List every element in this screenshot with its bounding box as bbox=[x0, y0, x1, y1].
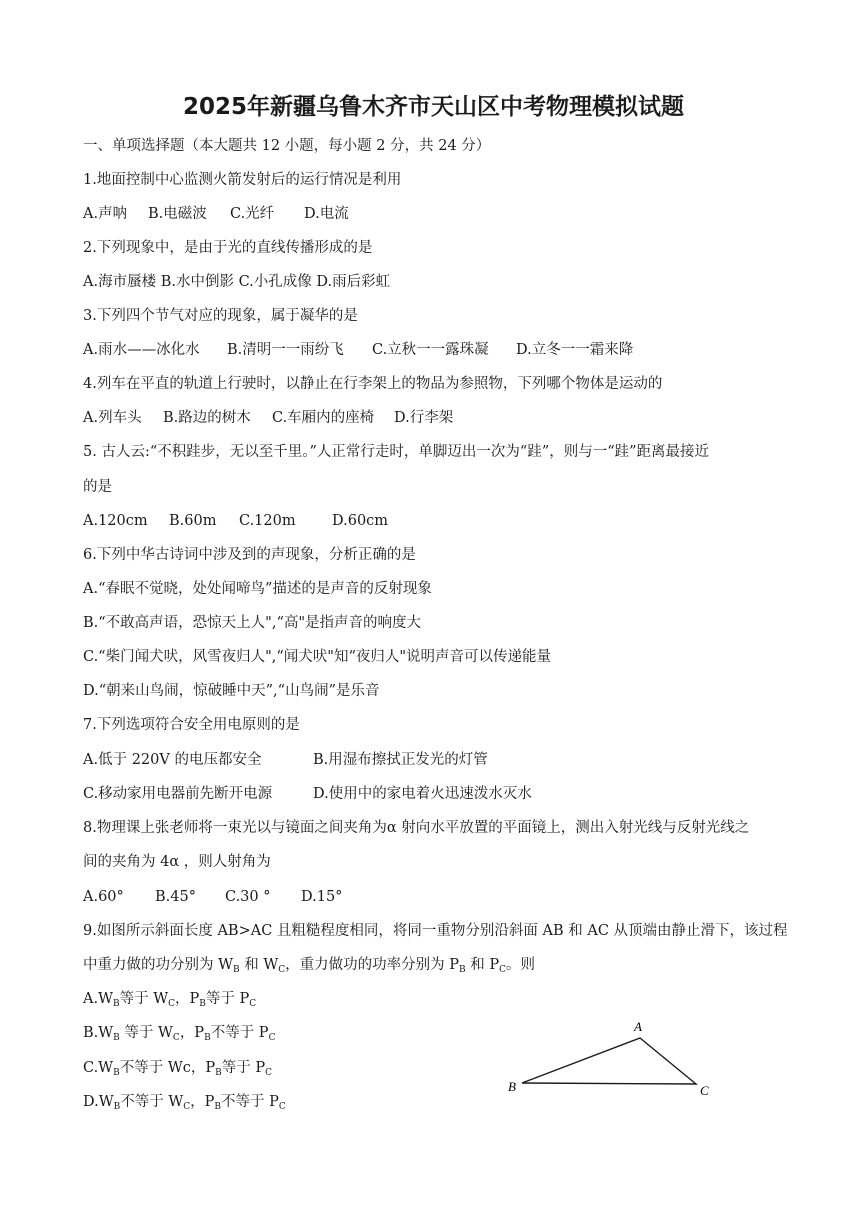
section-heading: 一、单项选择题（本大题共 12 小题，每小题 2 分，共 24 分） bbox=[83, 138, 491, 154]
question-5-options bbox=[83, 511, 388, 531]
q9-b-text: 不等于 P bbox=[210, 1025, 269, 1041]
q3-option-c[interactable]: C.立秋一一露珠凝 bbox=[372, 342, 489, 358]
q4-option-a[interactable]: A.列车头 bbox=[83, 410, 142, 426]
question-8-stem: 8.物理课上张老师将一束光以与镜面之间夹角为α 射向水平放置的平面镜上，测出入射光线与反射光线之 bbox=[83, 820, 750, 836]
q8-option-a[interactable]: A.60° bbox=[83, 889, 124, 905]
question-8-options bbox=[83, 887, 342, 907]
q9-b-sub: C bbox=[172, 1033, 180, 1043]
q9-subscript: B bbox=[459, 965, 466, 975]
question-5-stem: 5. 古人云:“不积跬步，无以至千里。”人正常行走时，单脚迈出一次为“跬”，则与一“跬”距离最接近 bbox=[83, 444, 710, 460]
q9-c-text: C.W bbox=[83, 1060, 114, 1076]
q9-c-sub: B bbox=[215, 1068, 222, 1078]
q9-option-d[interactable] bbox=[83, 1092, 286, 1112]
question-8-stem-cont: 间的夹角为 4α ，则人射角为 bbox=[83, 854, 271, 870]
q9-d-sub: B bbox=[214, 1102, 222, 1112]
q8-option-b[interactable]: B.45° bbox=[155, 889, 196, 905]
q9-text: 中重力做的功分别为 W bbox=[83, 957, 234, 973]
q9-c-sub: B bbox=[113, 1068, 120, 1078]
question-3-options bbox=[83, 340, 633, 360]
q9-a-text: A.W bbox=[83, 991, 113, 1007]
question-1-options bbox=[83, 204, 349, 224]
q9-d-sub: B bbox=[113, 1102, 121, 1112]
q9-c-text: 等于 P bbox=[221, 1060, 266, 1076]
q9-c-sub: C bbox=[265, 1068, 272, 1078]
question-9-stem: 9.如图所示斜面长度 AB>AC 且粗糙程度相同，将同一重物分别沿斜面 AB 和 AC 从顶端由静止滑下，该过程 bbox=[83, 923, 788, 939]
q9-option-c[interactable] bbox=[83, 1058, 272, 1078]
q1-option-a[interactable]: A.声呐 bbox=[83, 206, 128, 222]
q4-option-d[interactable]: D.行李架 bbox=[394, 410, 454, 426]
incline-triangle-figure bbox=[500, 1015, 730, 1105]
question-2-stem: 2.下列现象中，是由于光的直线传播形成的是 bbox=[83, 240, 373, 256]
q7-option-a[interactable]: A.低于 220V 的电压都安全 bbox=[83, 752, 262, 768]
triangle-shape bbox=[522, 1038, 696, 1084]
q5-option-b[interactable]: B.60m bbox=[169, 513, 217, 529]
q9-d-text: 不等于 P bbox=[221, 1094, 279, 1110]
q9-b-text: B.W bbox=[83, 1025, 114, 1041]
question-4-options bbox=[83, 408, 453, 428]
label-b: B bbox=[508, 1079, 516, 1094]
q9-d-text: 不等于 W bbox=[120, 1094, 184, 1110]
q9-b-sub: B bbox=[204, 1033, 211, 1043]
q9-b-sub: B bbox=[113, 1033, 120, 1043]
question-9-stem-cont bbox=[83, 955, 535, 975]
q9-a-sub: B bbox=[112, 999, 120, 1009]
q9-c-text: 不等于 Wc，P bbox=[119, 1060, 216, 1076]
q5-option-d[interactable]: D.60cm bbox=[332, 513, 389, 529]
label-a: A bbox=[634, 1019, 642, 1034]
q1-option-c[interactable]: C.光纤 bbox=[230, 206, 275, 222]
q7-option-b[interactable]: B.用湿布擦拭正发光的灯管 bbox=[313, 752, 488, 768]
q9-a-text: ，P bbox=[175, 991, 200, 1007]
q7-option-c[interactable]: C.移动家用电器前先断开电源 bbox=[83, 786, 273, 802]
question-7-options-row2 bbox=[83, 784, 532, 804]
q6-option-d[interactable]: D.“朝来山鸟闹，惊破睡中天”,“山鸟闹”是乐音 bbox=[83, 683, 380, 699]
q9-d-text: D.W bbox=[83, 1094, 114, 1110]
question-1-stem: 1.地面控制中心监测火箭发射后的运行情况是利用 bbox=[83, 172, 402, 188]
q9-subscript: C bbox=[278, 965, 286, 975]
q9-option-a[interactable] bbox=[83, 989, 256, 1009]
q6-option-a[interactable]: A.“春眠不觉晓，处处闻啼鸟”描述的是声音的反射现象 bbox=[83, 581, 432, 597]
q9-a-text: 等于 P bbox=[205, 991, 250, 1007]
q7-option-d[interactable]: D.使用中的家电着火迅速泼水灭水 bbox=[313, 786, 532, 802]
question-2-options[interactable]: A.海市蜃楼 B.水中倒影 C.小孔成像 D.雨后彩虹 bbox=[83, 274, 391, 290]
question-6-stem: 6.下列中华古诗词中涉及到的声现象，分析正确的是 bbox=[83, 547, 416, 563]
q3-option-b[interactable]: B.清明一一雨纷飞 bbox=[227, 342, 344, 358]
q9-d-sub: C bbox=[183, 1102, 191, 1112]
question-4-stem: 4.列车在平直的轨道上行驶时，以静止在行李架上的物品为参照物，下列哪个物体是运动的 bbox=[83, 376, 663, 392]
q9-d-text: ，P bbox=[190, 1094, 215, 1110]
q9-text: ，重力做功的功率分别为 P bbox=[285, 957, 460, 973]
q9-text: 。则 bbox=[506, 957, 536, 973]
q9-b-sub: C bbox=[268, 1033, 276, 1043]
q9-subscript: B bbox=[233, 965, 240, 975]
q9-subscript: C bbox=[499, 965, 507, 975]
q8-option-d[interactable]: D.15° bbox=[301, 889, 343, 905]
q6-option-c[interactable]: C.“柴门闻犬吠，风雪夜归人",“闻犬吠"知“夜归人"说明声音可以传递能量 bbox=[83, 649, 552, 665]
page-title: 2025年新疆乌鲁木齐市天山区中考物理模拟试题 bbox=[182, 94, 684, 120]
q1-option-d[interactable]: D.电流 bbox=[304, 206, 349, 222]
q9-a-sub: C bbox=[168, 999, 176, 1009]
q5-option-a[interactable]: A.120cm bbox=[83, 513, 148, 529]
question-7-options-row1 bbox=[83, 750, 488, 770]
q9-a-text: 等于 W bbox=[119, 991, 169, 1007]
q9-text: 和 W bbox=[244, 957, 279, 973]
q9-b-text: 等于 W bbox=[119, 1025, 173, 1041]
q9-option-b[interactable] bbox=[83, 1023, 275, 1043]
q9-d-sub: C bbox=[278, 1102, 286, 1112]
q6-option-b[interactable]: B.“不敢高声语，恐惊天上人",“高"是指声音的响度大 bbox=[83, 615, 422, 631]
question-5-stem-cont: 的是 bbox=[83, 479, 112, 495]
q9-text: 和 P bbox=[470, 957, 500, 973]
q5-option-c[interactable]: C.120m bbox=[239, 513, 296, 529]
question-3-stem: 3.下列四个节气对应的现象，属于凝华的是 bbox=[83, 308, 358, 324]
q9-a-sub: C bbox=[249, 999, 257, 1009]
q9-b-text: ，P bbox=[179, 1025, 205, 1041]
q8-option-c[interactable]: C.30 ° bbox=[225, 889, 271, 905]
label-c: C bbox=[700, 1083, 709, 1098]
q9-a-sub: B bbox=[199, 999, 206, 1009]
q4-option-c[interactable]: C.车厢内的座椅 bbox=[272, 410, 375, 426]
q1-option-b[interactable]: B.电磁波 bbox=[148, 206, 207, 222]
q4-option-b[interactable]: B.路边的树木 bbox=[163, 410, 251, 426]
q3-option-d[interactable]: D.立冬一一霜来降 bbox=[516, 342, 634, 358]
question-7-stem: 7.下列选项符合安全用电原则的是 bbox=[83, 717, 300, 733]
q3-option-a[interactable]: A.雨水——冰化水 bbox=[83, 342, 200, 358]
